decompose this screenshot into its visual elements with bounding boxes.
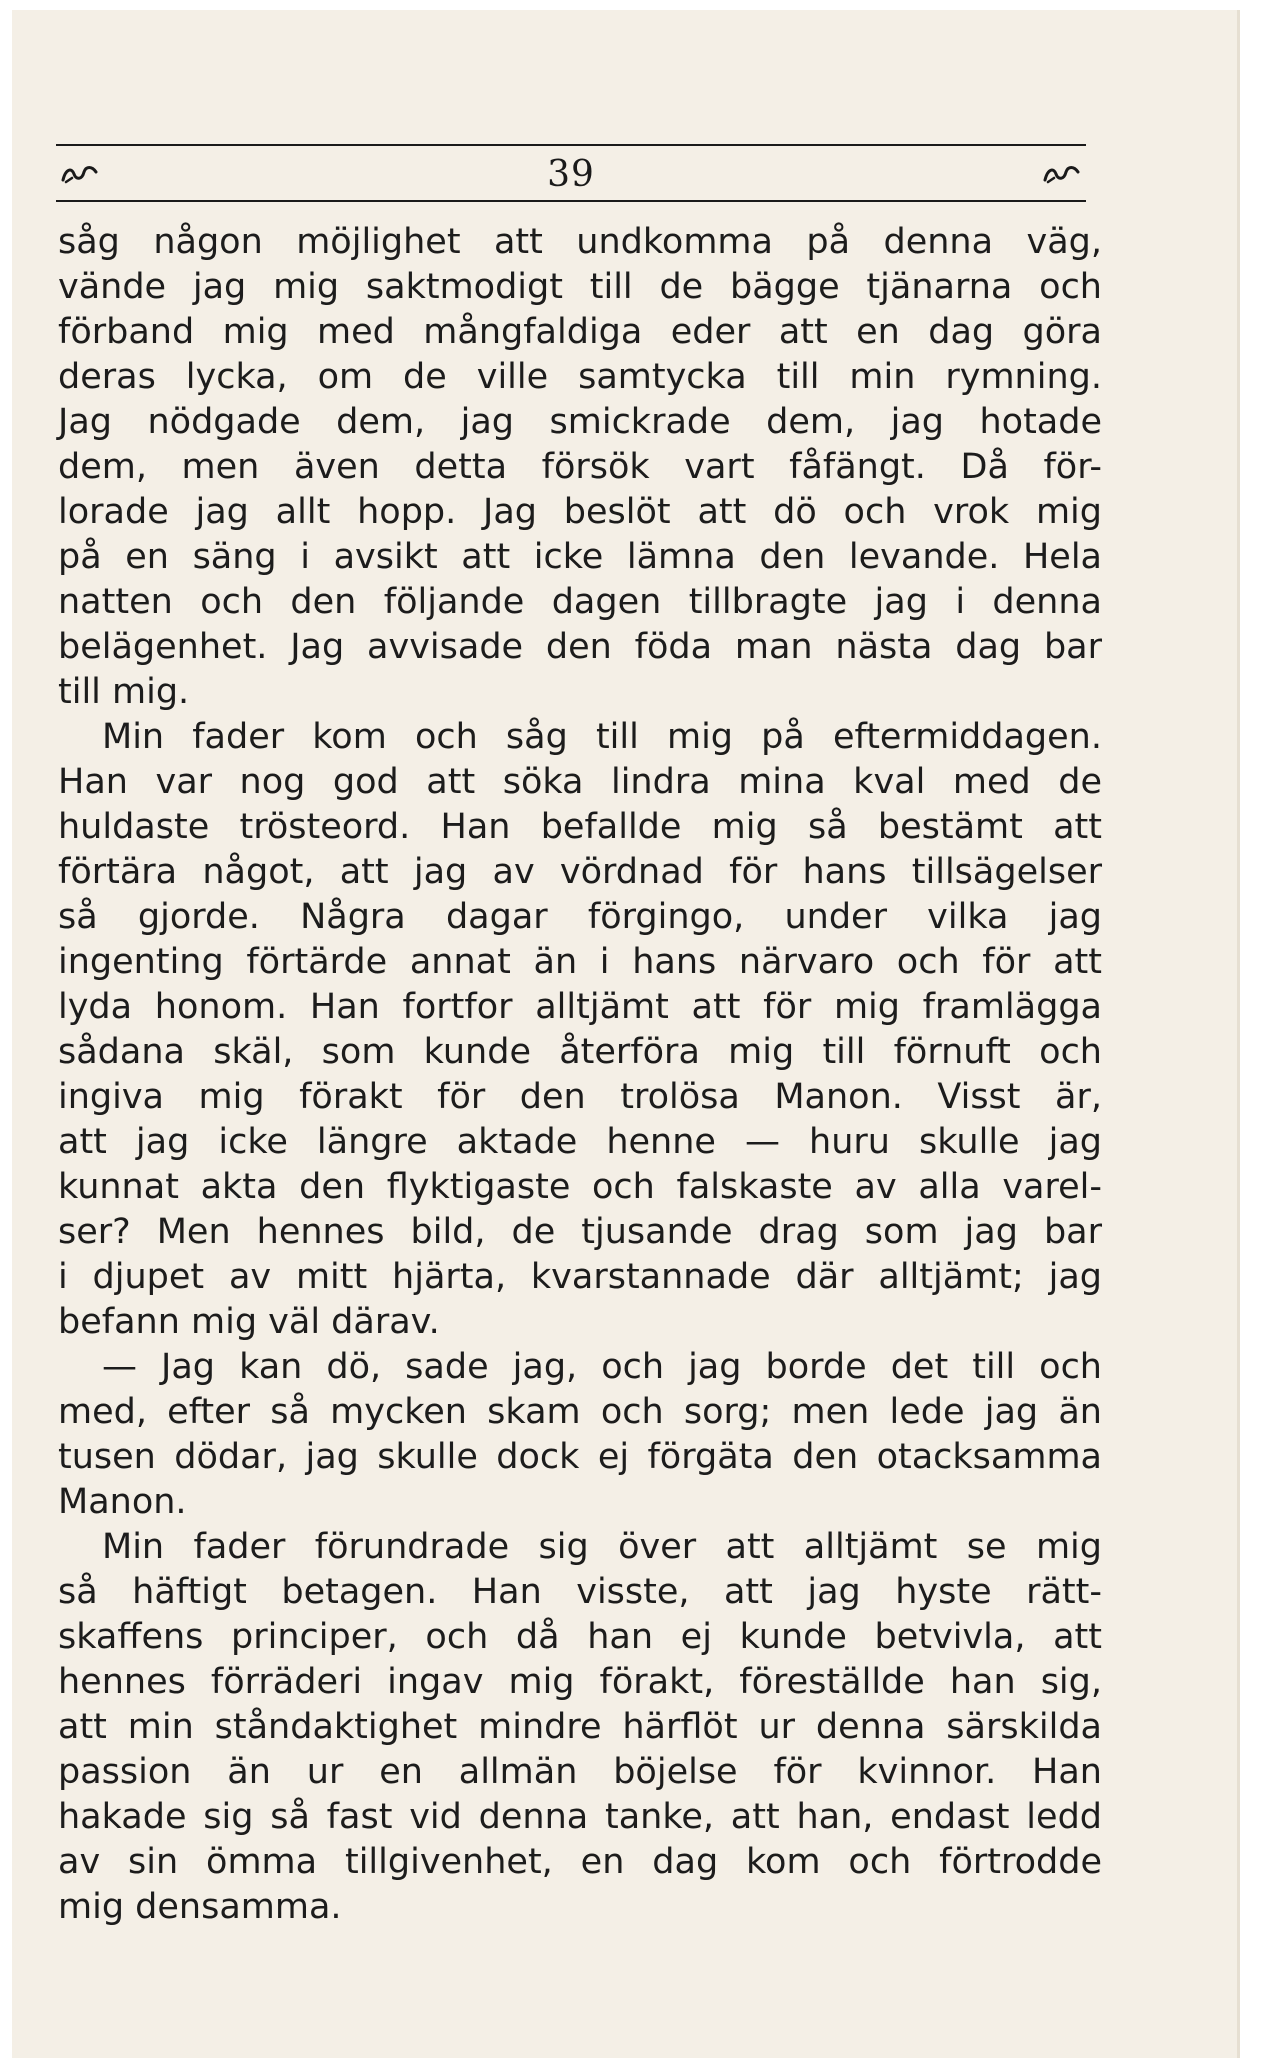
text-line: skaffens principer, och då han ej kunde betvivla, att [58,1617,1102,1657]
text-line: dem, men även detta försök vart fåfängt. Då för- [58,447,1102,487]
text-line: — Jag kan dö, sade jag, och jag borde det till och [102,1347,1102,1387]
text-line: kunnat akta den flyktigaste och falskaste av alla varel- [58,1167,1102,1207]
text-line: till mig. [58,672,190,712]
text-line: ser? Men hennes bild, de tjusande drag som jag bar [58,1212,1102,1252]
text-line: Min fader kom och såg till mig på eftermiddagen. [102,717,1102,757]
text-line: mig densamma. [58,1887,342,1927]
header-top-rule [56,144,1086,146]
text-line: i djupet av mitt hjärta, kvarstannade där alltjämt; jag [58,1257,1102,1297]
text-line: befann mig väl därav. [58,1302,440,1342]
text-line: passion än ur en allmän böjelse för kvinnor. Han [58,1752,1102,1792]
ornament-right-icon [1042,162,1082,186]
text-line: deras lycka, om de ville samtycka till min rymning. [58,357,1102,397]
text-line: hakade sig så fast vid denna tanke, att han, endast ledd [58,1797,1102,1837]
page-number: 39 [547,154,595,195]
text-line: Min fader förundrade sig över att alltjämt se mig [102,1527,1102,1567]
text-line: förtära något, att jag av vördnad för hans tillsägelser [58,852,1102,892]
text-line: lorade jag allt hopp. Jag beslöt att dö och vrok mig [58,492,1102,532]
text-line: Manon. [58,1482,187,1522]
text-line: att jag icke längre aktade henne — huru skulle jag [58,1122,1102,1162]
header-bottom-rule [56,200,1086,202]
text-line: Han var nog god att söka lindra mina kval med de [58,762,1102,802]
book-page [12,10,1240,2058]
text-line: på en säng i avsikt att icke lämna den levande. Hela [58,537,1102,577]
body-text [58,220,1102,1930]
text-line: Jag nödgade dem, jag smickrade dem, jag hotade [58,402,1102,442]
text-line: natten och den följande dagen tillbragte jag i denna [58,582,1102,622]
page-header [56,138,1086,202]
text-line: så häftigt betagen. Han visste, att jag hyste rätt- [58,1572,1102,1612]
text-line: med, efter så mycken skam och sorg; men lede jag än [58,1392,1102,1432]
text-line: sådana skäl, som kunde återföra mig till förnuft och [58,1032,1102,1072]
text-line: förband mig med mångfaldiga eder att en dag göra [58,312,1102,352]
text-line: belägenhet. Jag avvisade den föda man nästa dag bar [58,627,1102,667]
text-line: ingenting förtärde annat än i hans närvaro och för att [58,942,1102,982]
text-line: såg någon möjlighet att undkomma på denna väg, [58,222,1102,262]
text-line: ingiva mig förakt för den trolösa Manon. Visst är, [58,1077,1102,1117]
text-line: så gjorde. Några dagar förgingo, under vilka jag [58,897,1102,937]
text-line: hennes förräderi ingav mig förakt, föreställde han sig, [58,1662,1102,1702]
text-line: huldaste trösteord. Han befallde mig så bestämt att [58,807,1102,847]
text-line: lyda honom. Han fortfor alltjämt att för mig framlägga [58,987,1102,1027]
text-line: av sin ömma tillgivenhet, en dag kom och förtrodde [58,1842,1102,1882]
text-line: vände jag mig saktmodigt till de bägge tjänarna och [58,267,1102,307]
text-line: att min ståndaktighet mindre härflöt ur denna särskilda [58,1707,1102,1747]
text-line: tusen dödar, jag skulle dock ej förgäta den otacksamma [58,1437,1102,1477]
